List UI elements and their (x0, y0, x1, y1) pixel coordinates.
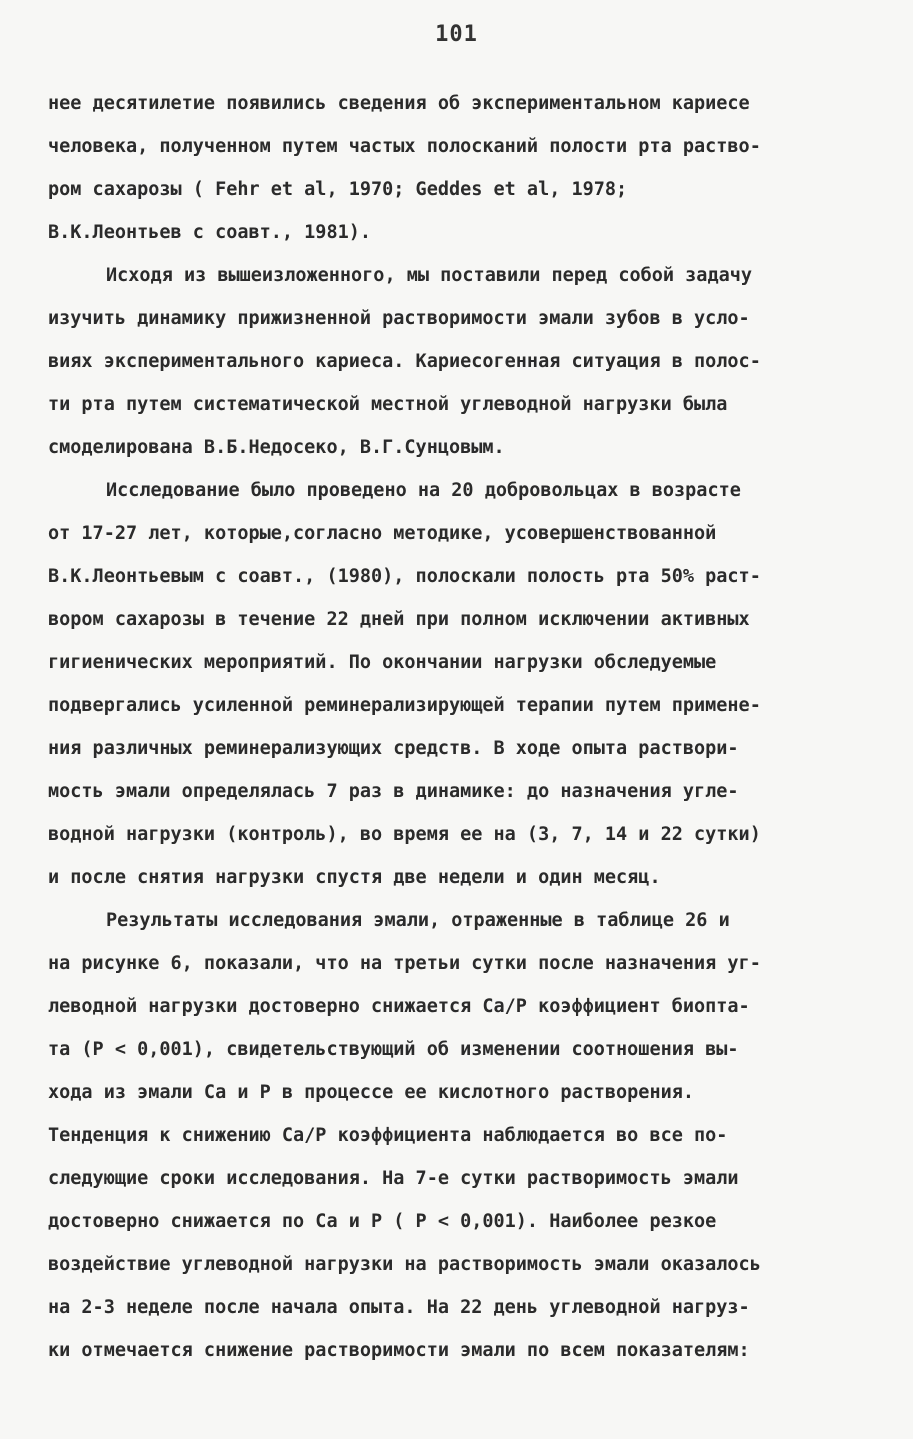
text-line: следующие сроки исследования. На 7-е сутки растворимость эмали (48, 1168, 739, 1189)
paragraph-1 (48, 82, 868, 254)
text-line: хода из эмали Ca и P в процессе ее кислотного растворения. (48, 1082, 695, 1103)
text-line: от 17-27 лет, которые,согласно методике, усовершенствованной (48, 523, 717, 544)
text-line: человека, полученном путем частых полосканий полости рта раство- (48, 136, 761, 157)
text-line: мость эмали определялась 7 раз в динамике: до назначения угле- (48, 781, 739, 802)
text-line: ром сахарозы ( Fehr et al, 1970; Geddes et al, 1978; (48, 179, 628, 200)
text-line: гигиенических мероприятий. По окончании нагрузки обследуемые (48, 652, 717, 673)
text-line: ти рта путем систематической местной углеводной нагрузки была (48, 394, 728, 415)
text-line: леводной нагрузки достоверно снижается Ca/P коэффициент биопта- (48, 996, 750, 1017)
text-line: изучить динамику прижизненной растворимости эмали зубов в усло- (48, 308, 750, 329)
text-line: Исходя из вышеизложенного, мы поставили перед собой задачу (106, 265, 753, 286)
text-line: и после снятия нагрузки спустя две недели и один месяц. (48, 867, 661, 888)
text-line: на рисунке 6, показали, что на третьи сутки после назначения уг- (48, 953, 761, 974)
text-line: ния различных реминерализующих средств. В ходе опыта раствори- (48, 738, 739, 759)
text-line: Результаты исследования эмали, отраженные в таблице 26 и (106, 910, 730, 931)
text-line: В.К.Леонтьев с соавт., 1981). (48, 222, 372, 243)
body-text (48, 82, 868, 1372)
text-line: водной нагрузки (контроль), во время ее на (3, 7, 14 и 22 сутки) (48, 824, 761, 845)
text-line: Тенденция к снижению Ca/P коэффициента наблюдается во все по- (48, 1125, 728, 1146)
text-line: виях экспериментального кариеса. Кариесогенная ситуация в полос- (48, 351, 761, 372)
text-line: В.К.Леонтьевым с соавт., (1980), полоскали полость рта 50% раст- (48, 566, 761, 587)
text-line: ки отмечается снижение растворимости эмали по всем показателям: (48, 1340, 750, 1361)
text-line: смоделирована В.Б.Недосеко, В.Г.Сунцовым. (48, 437, 505, 458)
text-line: та (P < 0,001), свидетельствующий об изменении соотношения вы- (48, 1039, 739, 1060)
paragraph-3 (48, 469, 868, 899)
text-line: Исследование было проведено на 20 добровольцах в возрасте (106, 480, 741, 501)
text-line: подвергались усиленной реминерализирующей терапии путем примене- (48, 695, 761, 716)
text-line: нее десятилетие появились сведения об экспериментальном кариесе (48, 93, 750, 114)
text-line: достоверно снижается по Ca и P ( P < 0,001). Наиболее резкое (48, 1211, 717, 1232)
paragraph-4 (48, 899, 868, 1372)
page-number: 101 (435, 22, 478, 47)
text-line: воздействие углеводной нагрузки на растворимость эмали оказалось (48, 1254, 761, 1275)
text-line: на 2-3 неделе после начала опыта. На 22 день углеводной нагруз- (48, 1297, 750, 1318)
text-line: вором сахарозы в течение 22 дней при полном исключении активных (48, 609, 750, 630)
paragraph-2 (48, 254, 868, 469)
